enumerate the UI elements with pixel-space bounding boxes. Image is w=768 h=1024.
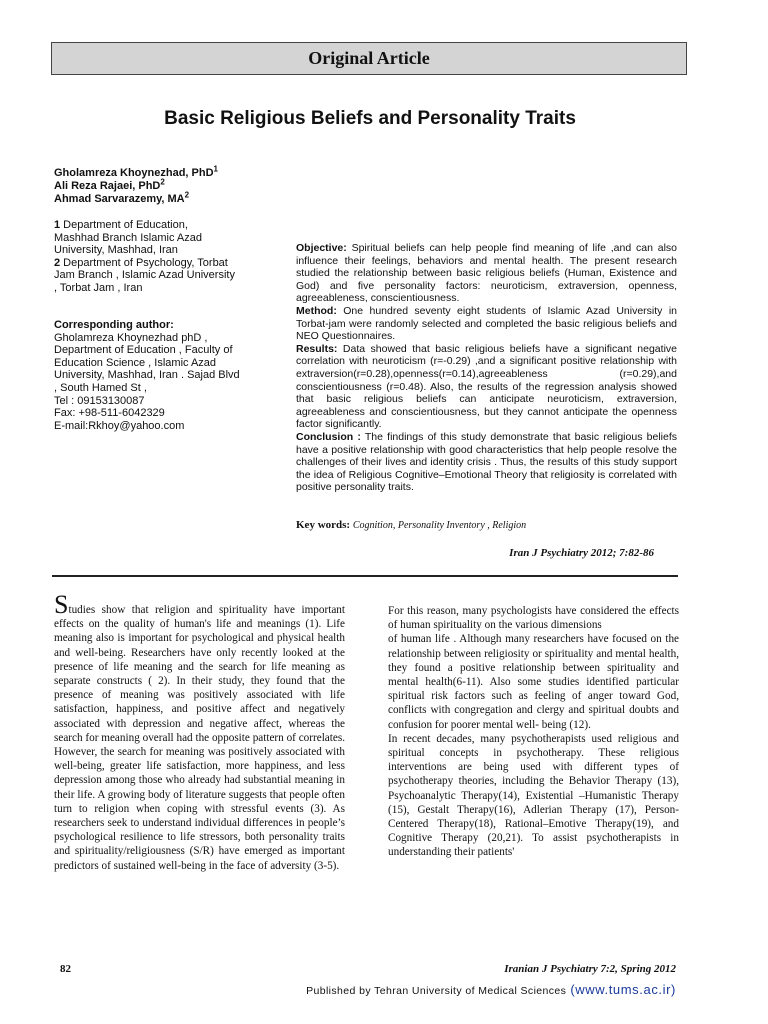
corresponding-heading: Corresponding author:: [54, 319, 174, 331]
author-affiliation-mark: 2: [184, 190, 190, 200]
author-entry: [54, 190, 218, 206]
keywords-value: Cognition, Personality Inventory , Religion: [352, 520, 527, 531]
article-type-banner: [51, 42, 687, 75]
affiliations: [54, 219, 236, 295]
abstract: [296, 242, 677, 494]
keywords-label: Key words:: [296, 519, 351, 531]
affiliation-text: Department of Psychology, Torbat Jam Branch , Islamic Azad University , Torbat Jam , Iran: [54, 256, 235, 294]
corresponding-email[interactable]: E-mail:Rkhoy@yahoo.com: [54, 419, 185, 432]
method-label: Method:: [296, 304, 337, 317]
abstract-method: [296, 305, 677, 343]
affiliation-text: Department of Education, Mashhad Branch Islamic Azad University, Mashhad, Iran: [54, 219, 202, 257]
abstract-conclusion: [296, 431, 677, 494]
page-number: 82: [60, 963, 71, 975]
publisher-text: Published by Tehran University of Medical Sciences: [306, 985, 567, 997]
abstract-objective: [296, 242, 677, 305]
results-text: Data showed that basic religious beliefs have a significant negative correlation with neuroticism (r=-0.29) ,and a significant positive relationship with extraversion(r=0.28),openness(r=0.14),agreeableness (r=0.29),and conscientiousness (r=0.48). Also, the results of the regression analysis showed that basic religious beliefs can anticipate neuroticism, extraversion, agreeableness and conscientiousness, but they cannot anticipate the openness factor significantly.: [296, 342, 677, 431]
drop-cap: S: [54, 590, 69, 619]
corresponding-address: Gholamreza Khoynezhad phD , Department of Education , Faculty of Education Science , Islamic Azad University, Mashhad, Iran . Sajad Blvd , South Hamed St ,: [54, 331, 240, 394]
conclusion-text: The findings of this study demonstrate that basic religious beliefs have a positive relationship with good characteristics that help people resolve the challenges of their lives and identity crisis . Thus, the results of this study support the idea of Religious Cognitive–Emotional Theory that religiosity is correlated with positive personality traits.: [296, 430, 677, 494]
objective-text: Spiritual beliefs can help people find meaning of life ,and can also influence their feelings, behaviors and mental health. The present research studied the relationship between basic religious beliefs (Human, Existence and God) and five personality factors: neuroticism, extraversion, openness, agreeableness, conscientiousness.: [296, 242, 677, 305]
affiliation-entry: [54, 257, 236, 295]
author-entry: [54, 164, 218, 180]
method-text: One hundred seventy eight students of Islamic Azad University in Torbat-jam were randomly selected and completed the basic religious beliefs and NEO Questionnaires.: [296, 304, 677, 343]
author-list: [54, 164, 218, 206]
results-label: Results:: [296, 342, 338, 355]
corresponding-author: [54, 319, 244, 432]
author-affiliation-mark: 2: [160, 177, 165, 187]
corresponding-tel: Tel : 09153130087: [54, 394, 145, 407]
body-text: tudies show that religion and spirituality have important effects on the quality of human's life and meanings (1). Life meaning also is important for psychological and physical health and well-being. Researchers have only recently looked at the presence of life meaning and the search for life meaning as separate constructs ( 2). In their study, they found that the presence of meaning was positively associated with life satisfaction, happiness, and positive affect and negatively associated with depression and negative affect, whereas the search for meaning overall had the opposite pattern of correlates. However, the search for meaning was positively associated with well-being, greater life satisfaction, more happiness, and less depression among those who already had substantial meaning in their life. A growing body of literature suggests that people often turn to religion when coping with stressful events (3). As researchers seek to understand individual differences in people’s psychological resilience to life stressors, both personality traits and spirituality/religiousness (S/R) have emerged as important predictors of sustained well-being in the face of adversity (3-5).: [54, 604, 345, 872]
abstract-results: [296, 343, 677, 431]
journal-footer: Iranian J Psychiatry 7:2, Spring 2012: [504, 963, 676, 975]
author-entry: [54, 177, 218, 193]
body-column-left: [54, 590, 345, 873]
keywords: [296, 519, 526, 531]
body-paragraph: In recent decades, many psychotherapists used religious and spiritual concepts in psychotherapy. These religious interventions are being used with different types of psychotherapy theories, including the Behavior Therapy (13), Psychoanalytic Therapy(14), Existential –Humanistic Therapy (15), Gestalt Therapy(16), Adlerian Therapy (17), Person-Centered Therapy(18), Rational–Emotive Therapy(19), and Cognitive Therapy (20,21). To assist psychotherapists in understanding their patients': [388, 732, 679, 859]
affiliation-number: 2: [54, 256, 61, 269]
conclusion-label: Conclusion :: [296, 430, 361, 443]
body-paragraph: For this reason, many psychologists have considered the effects of human spirituality on the various dimensions: [388, 605, 679, 632]
section-divider: [52, 575, 678, 577]
author-affiliation-mark: 1: [213, 164, 218, 174]
body-column-right: [388, 604, 679, 860]
paper-title: Basic Religious Beliefs and Personality Traits: [164, 108, 576, 129]
publisher-line: [306, 981, 676, 999]
author-name: Ahmad Sarvarazemy, MA: [54, 193, 185, 205]
author-name: Ali Reza Rajaei, PhD: [54, 180, 161, 192]
publisher-url[interactable]: (www.tums.ac.ir): [570, 982, 676, 997]
article-type-label: Original Article: [308, 48, 430, 68]
affiliation-entry: [54, 219, 236, 257]
body-paragraph: [54, 590, 345, 873]
author-name: Gholamreza Khoynezhad, PhD: [54, 167, 214, 179]
body-paragraph: of human life . Although many researchers have focused on the relationship between religiosity or spirituality and mental health, they found a positive relationship between spirituality and mental health(6-11). Also some studies identified particular spiritual risk factors such as feeling of anger toward God, conflicts with congregation and clergy and spiritual doubts and confusion for poorer mental well- being (12).: [388, 633, 679, 731]
corresponding-fax: Fax: +98-511-6042329: [54, 407, 165, 420]
objective-label: Objective:: [296, 242, 347, 254]
citation: Iran J Psychiatry 2012; 7:82-86: [509, 547, 654, 559]
affiliation-number: 1: [54, 219, 61, 231]
